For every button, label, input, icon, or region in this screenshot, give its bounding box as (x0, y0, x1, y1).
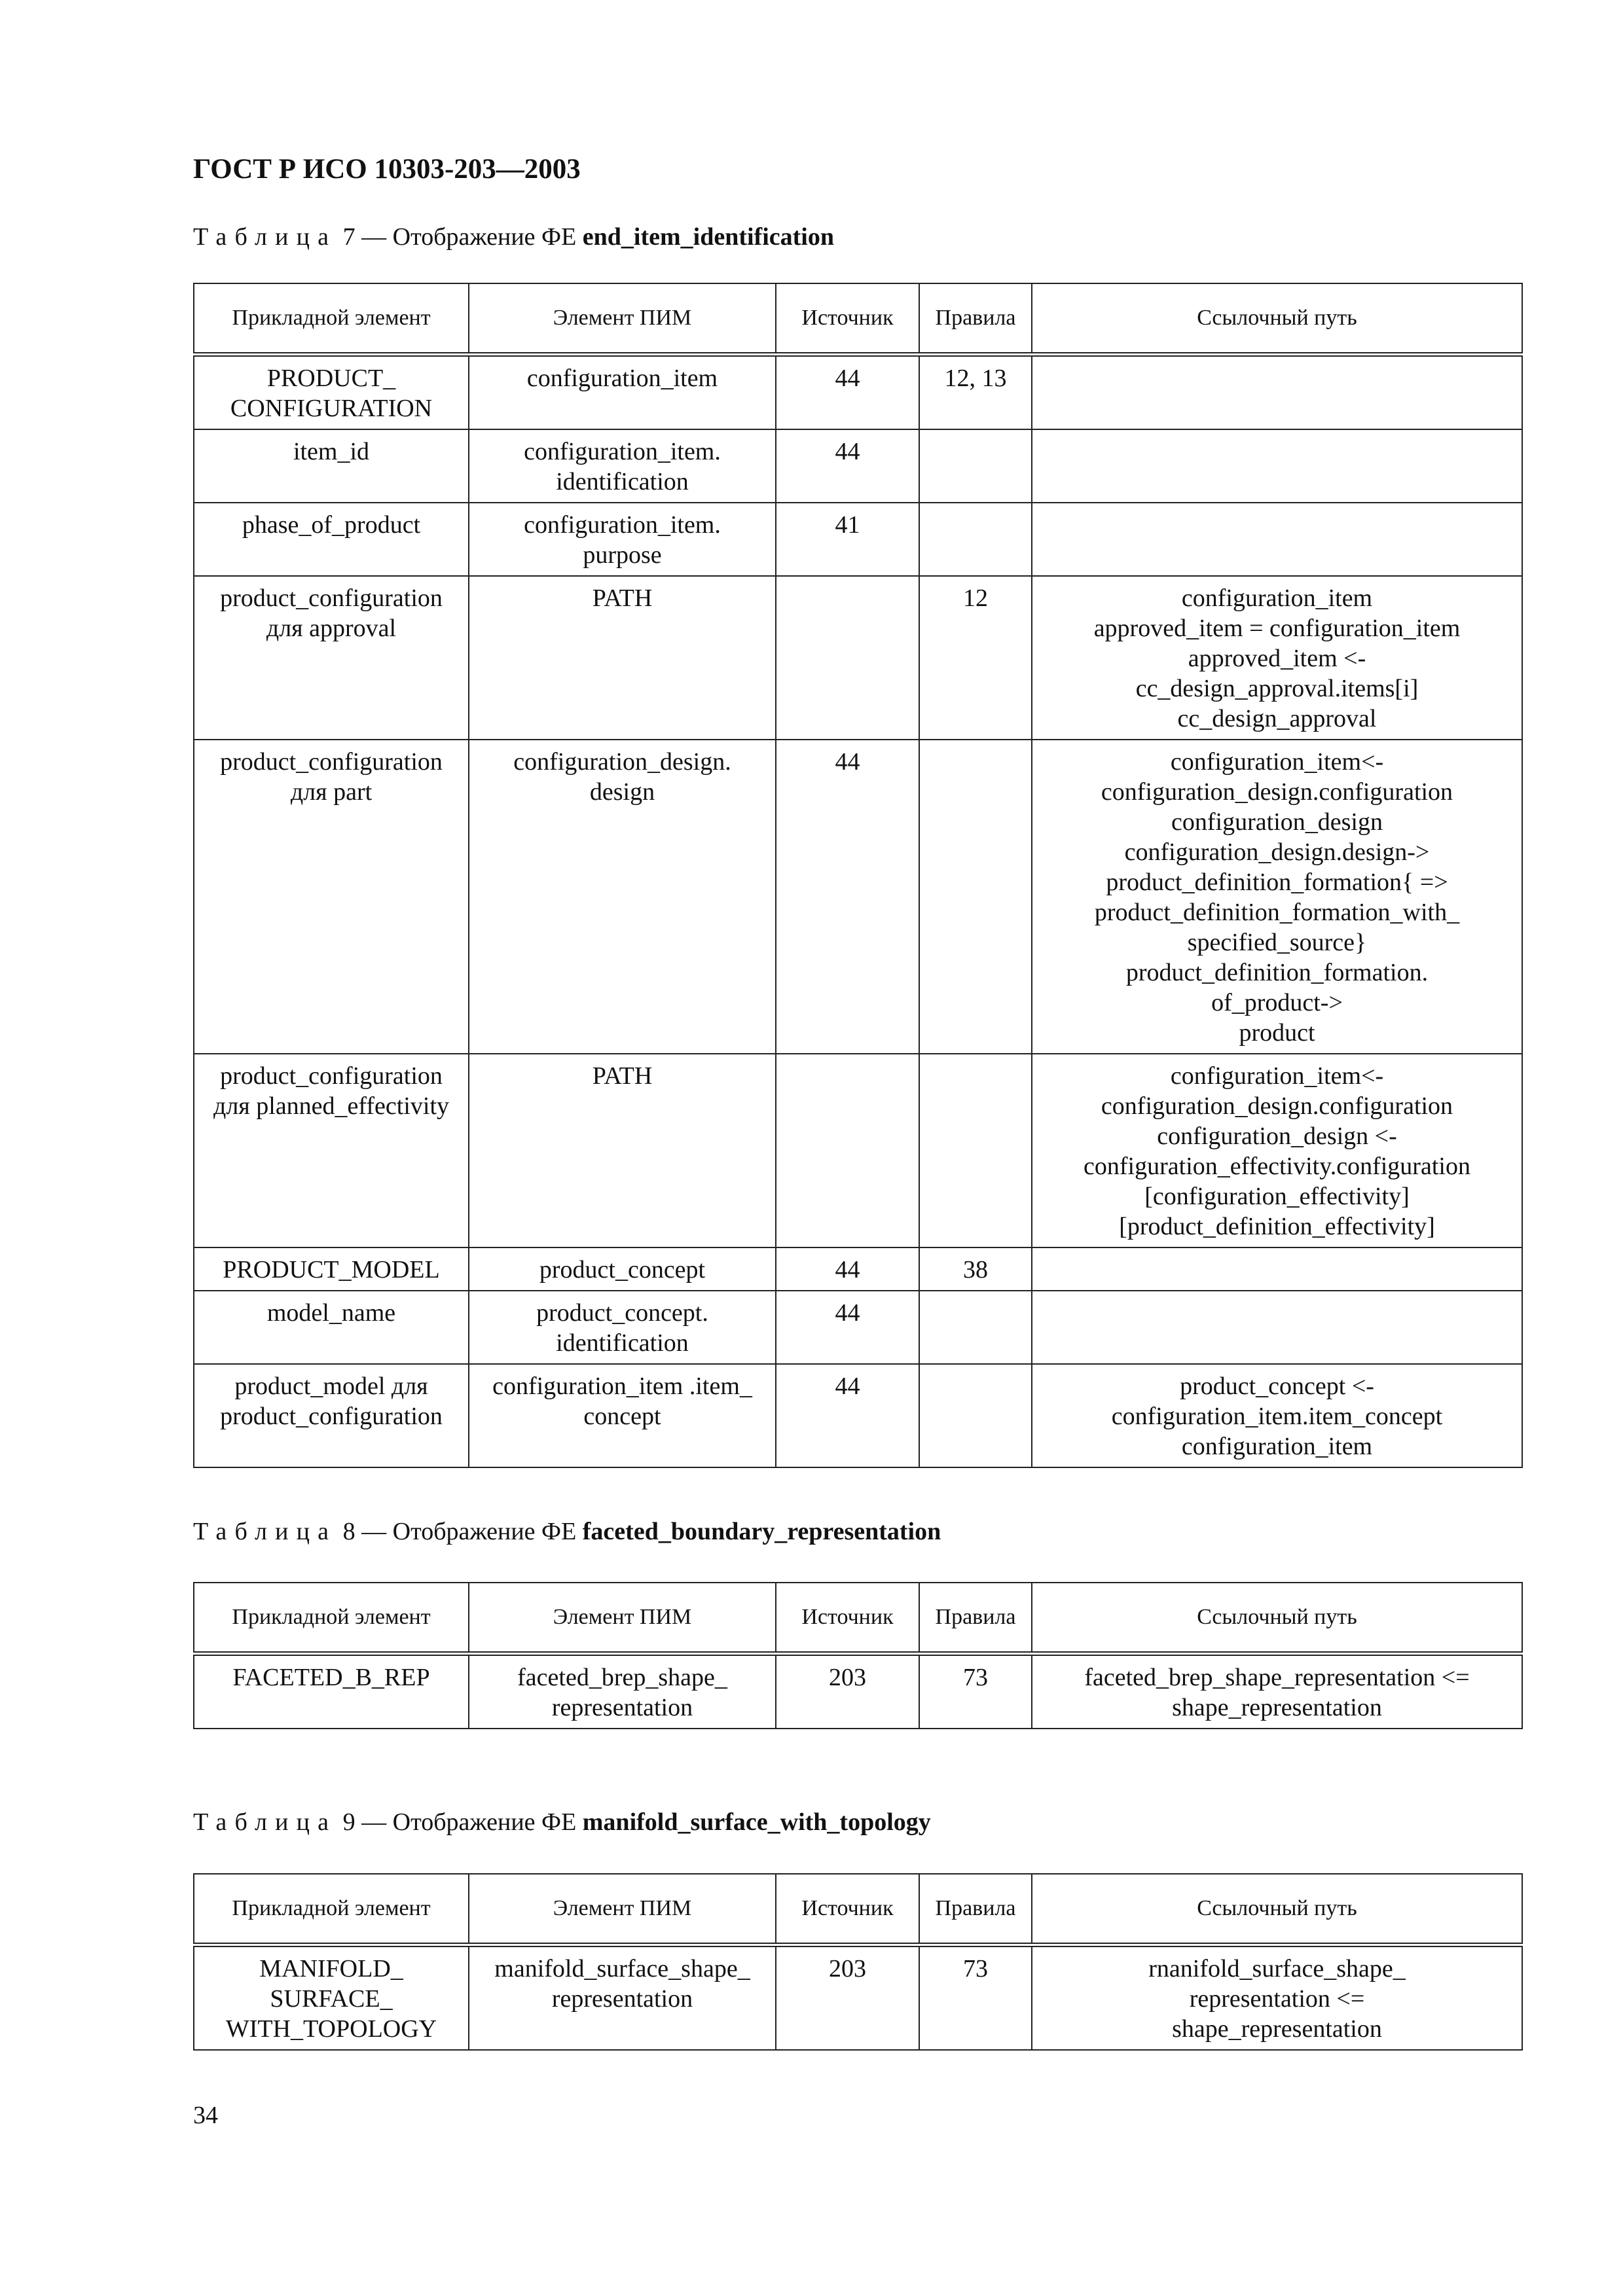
cell-line: configuration_design <- (1157, 1122, 1397, 1150)
cell-reference-path (1032, 740, 1522, 1054)
cell-line: product_configuration (220, 748, 443, 776)
cell-line: approved_item = configuration_item (1093, 615, 1461, 642)
cell-rules (919, 429, 1032, 503)
header-app-element: Прикладной элемент (194, 1874, 469, 1945)
cell-line: product_concept <- (1180, 1372, 1374, 1400)
cell-rules (919, 503, 1032, 576)
cell-line: product (1239, 1019, 1315, 1047)
cell-aim-element (469, 1945, 776, 2051)
table-row (194, 503, 1522, 576)
caption-word: Таблица (193, 223, 337, 251)
table-row (194, 1054, 1522, 1247)
cell-line: representation (551, 1985, 693, 2013)
table-row (194, 1364, 1522, 1467)
cell-source (776, 576, 919, 740)
cell-line: item_id (293, 438, 370, 465)
cell-line: PATH (592, 1062, 653, 1090)
caption-entity: manifold_surface_with_topology (582, 1808, 931, 1836)
page-number: 34 (193, 2102, 218, 2129)
cell-aim-element (469, 355, 776, 430)
cell-line: configuration_item .item_ (492, 1372, 752, 1400)
cell-line: CONFIGURATION (230, 395, 433, 422)
cell-line: PATH (592, 584, 653, 612)
cell-line: phase_of_product (242, 511, 421, 539)
table-row (194, 1945, 1522, 2051)
cell-reference-path (1032, 576, 1522, 740)
table-7-caption (193, 223, 834, 251)
cell-source (776, 1054, 919, 1247)
table-row (194, 1654, 1522, 1729)
cell-line: purpose (583, 541, 662, 569)
caption-text: 9 — Отображение ФЕ (337, 1808, 583, 1836)
table-header-row (194, 1583, 1522, 1654)
cell-app-element (194, 503, 469, 576)
cell-line: product_definition_formation_with_ (1094, 899, 1460, 926)
cell-line: cc_design_approval.items[i] (1135, 675, 1419, 702)
cell-line: shape_representation (1172, 2015, 1382, 2043)
cell-line: PRODUCT_ (266, 365, 396, 392)
table-header-row (194, 1874, 1522, 1945)
cell-line: identification (556, 468, 689, 495)
header-source: Источник (776, 1583, 919, 1654)
table-9 (193, 1873, 1523, 2051)
cell-rules: 12 (919, 576, 1032, 740)
cell-line: product_configuration (220, 584, 443, 612)
cell-line: configuration_item. (524, 511, 721, 539)
cell-source: 44 (776, 355, 919, 430)
cell-line: PRODUCT_MODEL (223, 1256, 440, 1283)
cell-aim-element (469, 503, 776, 576)
table-row (194, 355, 1522, 430)
cell-app-element (194, 429, 469, 503)
cell-app-element (194, 576, 469, 740)
cell-line: product_configuration (220, 1403, 443, 1430)
header-rules: Правила (919, 1874, 1032, 1945)
cell-rules: 73 (919, 1654, 1032, 1729)
cell-line: FACETED_B_REP (232, 1664, 430, 1691)
table-7 (193, 283, 1523, 1468)
caption-word: Таблица (193, 1808, 337, 1836)
table-8 (193, 1582, 1523, 1729)
cell-rules (919, 740, 1032, 1054)
cell-line: configuration_item. (524, 438, 721, 465)
table-row (194, 576, 1522, 740)
table-8-caption (193, 1517, 941, 1546)
cell-rules (919, 1054, 1032, 1247)
cell-line: configuration_item (526, 365, 718, 392)
cell-line: configuration_design.configuration (1101, 1092, 1453, 1120)
cell-rules (919, 1364, 1032, 1467)
cell-aim-element (469, 1247, 776, 1291)
cell-line: design (589, 778, 655, 806)
cell-reference-path (1032, 1654, 1522, 1729)
cell-source: 41 (776, 503, 919, 576)
table-row (194, 740, 1522, 1054)
document-id: ГОСТ Р ИСО 10303-203—2003 (193, 154, 581, 185)
header-aim-element: Элемент ПИМ (469, 1874, 776, 1945)
cell-reference-path (1032, 1247, 1522, 1291)
cell-line: product_definition_formation{ => (1106, 869, 1448, 896)
header-reference-path: Ссылочный путь (1032, 1874, 1522, 1945)
table-row (194, 1291, 1522, 1364)
cell-source: 44 (776, 429, 919, 503)
header-app-element: Прикладной элемент (194, 1583, 469, 1654)
cell-line: product_concept (539, 1256, 706, 1283)
cell-line: [product_definition_effectivity] (1119, 1213, 1435, 1240)
caption-word: Таблица (193, 1518, 337, 1545)
cell-line: configuration_item (1181, 584, 1373, 612)
cell-line: для part (290, 778, 373, 806)
cell-line: manifold_surface_shape_ (494, 1955, 750, 1982)
header-rules: Правила (919, 283, 1032, 355)
cell-aim-element (469, 1364, 776, 1467)
cell-source: 44 (776, 1247, 919, 1291)
header-source: Источник (776, 283, 919, 355)
cell-line: product_model для (234, 1372, 428, 1400)
cell-line: configuration_design.configuration (1101, 778, 1453, 806)
cell-line: product_definition_formation. (1125, 959, 1429, 986)
cell-reference-path (1032, 429, 1522, 503)
cell-aim-element (469, 1054, 776, 1247)
caption-text: 7 — Отображение ФЕ (337, 223, 583, 251)
cell-line: specified_source} (1187, 929, 1367, 956)
cell-line: configuration_item<- (1170, 1062, 1384, 1090)
cell-app-element (194, 355, 469, 430)
table-header-row (194, 283, 1522, 355)
header-source: Источник (776, 1874, 919, 1945)
cell-rules: 38 (919, 1247, 1032, 1291)
table-row (194, 429, 1522, 503)
header-reference-path: Ссылочный путь (1032, 1583, 1522, 1654)
cell-line: of_product-> (1211, 989, 1343, 1016)
caption-text: 8 — Отображение ФЕ (337, 1518, 583, 1545)
cell-line: cc_design_approval (1177, 705, 1377, 732)
cell-reference-path (1032, 503, 1522, 576)
cell-app-element (194, 1654, 469, 1729)
header-rules: Правила (919, 1583, 1032, 1654)
cell-line: configuration_design.design-> (1124, 838, 1430, 866)
cell-source: 44 (776, 1291, 919, 1364)
cell-app-element (194, 1054, 469, 1247)
cell-app-element (194, 1247, 469, 1291)
cell-app-element (194, 1945, 469, 2051)
cell-reference-path (1032, 355, 1522, 430)
cell-aim-element (469, 1291, 776, 1364)
cell-aim-element (469, 740, 776, 1054)
cell-line: faceted_brep_shape_ (517, 1664, 727, 1691)
table-9-caption (193, 1808, 931, 1837)
cell-line: configuration_design. (513, 748, 731, 776)
cell-source: 44 (776, 1364, 919, 1467)
cell-app-element (194, 1291, 469, 1364)
cell-line: [configuration_effectivity] (1144, 1183, 1410, 1210)
cell-line: configuration_design (1171, 808, 1383, 836)
cell-line: WITH_TOPOLOGY (225, 2015, 437, 2043)
cell-line: shape_representation (1172, 1694, 1382, 1721)
caption-entity: end_item_identification (582, 223, 834, 251)
cell-rules (919, 1291, 1032, 1364)
cell-line: для approval (266, 615, 397, 642)
cell-line: configuration_item.item_concept (1111, 1403, 1443, 1430)
header-aim-element: Элемент ПИМ (469, 283, 776, 355)
cell-reference-path (1032, 1364, 1522, 1467)
cell-line: для planned_effectivity (213, 1092, 450, 1120)
cell-reference-path (1032, 1054, 1522, 1247)
cell-line: configuration_item (1181, 1433, 1373, 1460)
caption-entity: faceted_boundary_representation (582, 1518, 941, 1545)
cell-line: configuration_effectivity.configuration (1084, 1153, 1470, 1180)
cell-rules: 12, 13 (919, 355, 1032, 430)
cell-reference-path (1032, 1945, 1522, 2051)
header-app-element: Прикладной элемент (194, 283, 469, 355)
cell-source: 203 (776, 1945, 919, 2051)
header-aim-element: Элемент ПИМ (469, 1583, 776, 1654)
cell-line: concept (583, 1403, 661, 1430)
header-reference-path: Ссылочный путь (1032, 283, 1522, 355)
cell-line: rnanifold_surface_shape_ (1148, 1955, 1406, 1982)
cell-line: approved_item <- (1188, 645, 1366, 672)
cell-aim-element (469, 576, 776, 740)
cell-line: representation <= (1189, 1985, 1365, 2013)
cell-rules: 73 (919, 1945, 1032, 2051)
cell-aim-element (469, 1654, 776, 1729)
cell-app-element (194, 740, 469, 1054)
cell-line: configuration_item<- (1170, 748, 1384, 776)
table-row (194, 1247, 1522, 1291)
cell-app-element (194, 1364, 469, 1467)
cell-line: model_name (266, 1299, 396, 1327)
cell-line: identification (556, 1329, 689, 1357)
cell-reference-path (1032, 1291, 1522, 1364)
cell-line: faceted_brep_shape_representation <= (1084, 1664, 1470, 1691)
cell-line: MANIFOLD_ (259, 1955, 403, 1982)
cell-source: 44 (776, 740, 919, 1054)
cell-line: SURFACE_ (270, 1985, 393, 2013)
cell-line: product_configuration (220, 1062, 443, 1090)
cell-line: representation (551, 1694, 693, 1721)
cell-source: 203 (776, 1654, 919, 1729)
cell-aim-element (469, 429, 776, 503)
cell-line: product_concept. (536, 1299, 708, 1327)
